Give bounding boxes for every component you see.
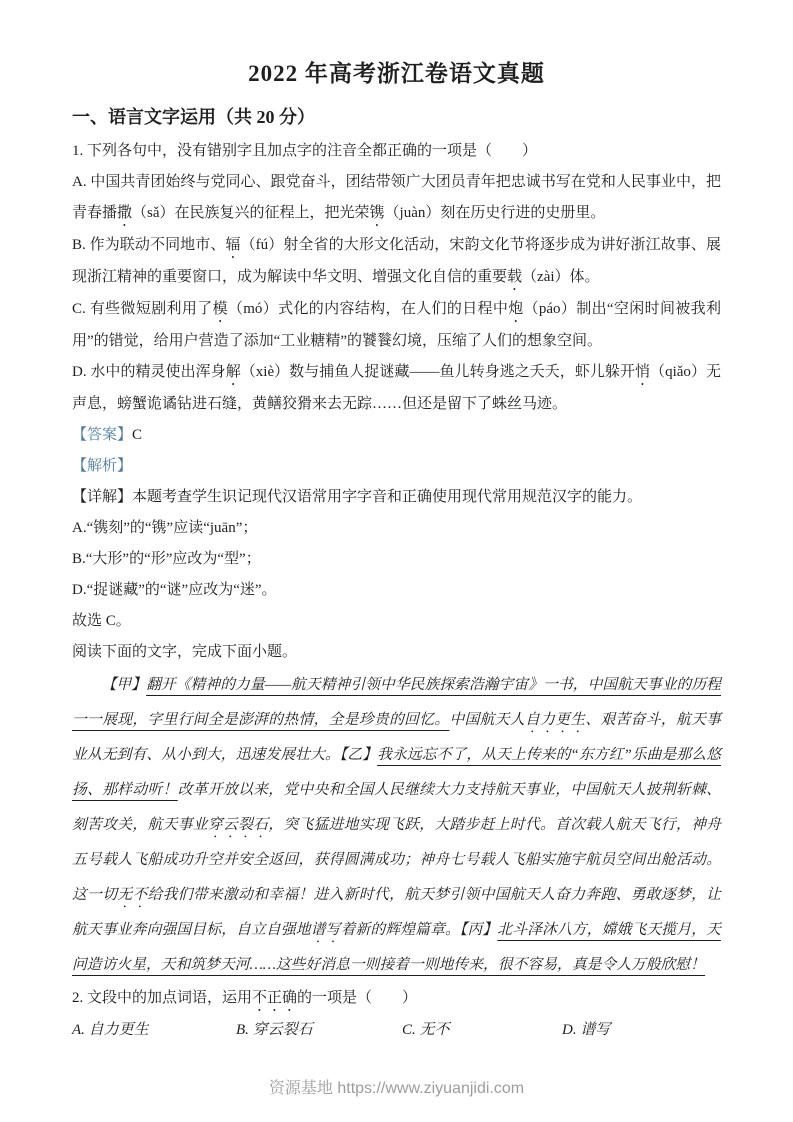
detail-item-d: D.“捉谜藏”的“谜”应改为“迷”。 xyxy=(72,582,277,598)
question-1-option-a xyxy=(72,167,721,230)
text-run: （sǎ）在民族复兴的征程上，把光荣 xyxy=(132,205,370,221)
text-run: 改革开放以来，党中央和全国人民继续大力支持航天事业，中国航天人披荆斩棘、刻苦攻关，航天事业 xyxy=(72,782,721,833)
question-1-option-c xyxy=(72,294,721,357)
question-1-option-d xyxy=(72,357,721,420)
question-2-option-c: C. 无不 xyxy=(402,1022,450,1038)
text-run: （zài）体。 xyxy=(522,269,600,285)
text-run: （xiè）数与捕鱼人捉谜藏——鱼儿转身逃之夭夭，虾儿躲开 xyxy=(240,364,635,380)
emphasized-word: 模 xyxy=(212,301,228,317)
text-run: （fú）射全省的大形文化活动，宋韵文化节将逐步成为讲好浙江故事、展现浙江精神的重要窗口，成为解读中华文明、增强文化自信的重要 xyxy=(72,237,721,285)
emphasized-word: 自力更生 xyxy=(524,712,586,728)
answer-line xyxy=(72,420,721,451)
text-run: C. 有些微短剧利用了 xyxy=(72,301,213,317)
analysis-label-line xyxy=(72,451,721,482)
question-2-options-row xyxy=(72,1015,721,1046)
reading-passage xyxy=(72,668,721,983)
answer-value: C xyxy=(132,427,143,443)
question-2-option-d: D. 谱写 xyxy=(562,1022,611,1038)
emphasized-word: 载 xyxy=(507,269,523,285)
detail-item-b: B.“大形”的“形”应改为“型”； xyxy=(72,551,261,567)
page-title: 2022 年高考浙江卷语文真题 xyxy=(248,61,545,86)
underlined-sentence: 我永远忘不了，从天上传来的“东方红”乐曲是那么悠扬、那样动听！ xyxy=(72,747,721,798)
emphasized-word: 无不 xyxy=(117,887,148,903)
question-2-option-a: A. 自力更生 xyxy=(72,1022,149,1038)
question-2-stem xyxy=(72,983,721,1015)
emphasized-word: 撒 xyxy=(117,205,133,221)
text-run: （juàn）刻在历史行进的史册里。 xyxy=(384,205,606,221)
text-run: 【乙】 xyxy=(339,747,378,763)
emphasized-word: 镌 xyxy=(369,205,385,221)
text-run: 着新的辉煌篇章。 xyxy=(340,922,460,938)
answer-label: 【答案】 xyxy=(72,427,133,443)
section-heading: 一、语言文字运用（共 20 分） xyxy=(72,107,315,127)
text-run: 【甲】 xyxy=(101,677,147,693)
emphasized-word: 不正确 xyxy=(252,990,298,1006)
emphasized-word: 辐 xyxy=(225,237,241,253)
text-run: 的一项是（ ） xyxy=(297,990,418,1006)
text-run: 【丙】 xyxy=(459,922,498,938)
text-run: 给我们带来激动和幸福！进入新时代，航天梦引领中国航天人奋力奔跑、勇敢逐梦，让航天事业奔向强国目标，自立自强地 xyxy=(72,887,721,938)
emphasized-word: 炮 xyxy=(508,301,524,317)
text-run: 2. 文段中的加点词语，运用 xyxy=(72,990,253,1006)
detail-item-a: A.“镌刻”的“镌”应读“juān”； xyxy=(72,520,258,536)
text-run: A. 中国共青团始终与党同心、跟党奋斗，团结带领广大团员青年把忠诚书写在党和人民事业中，把青春播 xyxy=(72,174,721,221)
question-1-stem: 1. 下列各句中，没有错别字且加点字的注音全都正确的一项是（ ） xyxy=(72,143,538,159)
text-run: 、艰苦奋斗，航天事业从无到有、从小到大，迅速发展壮大。 xyxy=(72,712,721,763)
question-2-option-b: B. 穿云裂石 xyxy=(236,1022,313,1038)
text-run: （páo）制出“空闲时间被我利用”的错觉，给用户营造了添加“工业糖精”的饕餮幻境，压缩了人们的想象空间。 xyxy=(72,301,721,349)
text-run: ，突飞猛进地实现飞跃，大踏步赶上时代。首次载人航天飞行，神舟五号载人飞船成功升空并安全返回，获得圆满成功；神舟七号载人飞船实施宇航员空间出舱活动。这一切 xyxy=(72,817,721,903)
underlined-sentence: 翻开《精神的力量——航天精神引领中华民族探索浩瀚宇宙》一书，中国航天事业的历程一一展现，字里行间全是澎湃的热情，全是珍贵的回忆。 xyxy=(72,677,721,728)
text-run: 中国航天人 xyxy=(449,712,525,728)
emphasized-word: 谱写 xyxy=(310,922,341,938)
footer-watermark: 资源基地 https://www.ziyuanjidi.com xyxy=(268,1080,525,1097)
text-run: B. 作为联动不同地市、 xyxy=(72,237,226,253)
emphasized-word: 穿云裂石 xyxy=(207,817,269,833)
emphasized-word: 解 xyxy=(225,364,241,380)
text-run: （qiǎo）无声息，螃蟹诡谲钻进石缝，黄鳝狡猾来去无踪……但还是留下了蛛丝马迹。 xyxy=(72,364,721,412)
underlined-sentence: 北斗泽沐八方，嫦娥飞天揽月，天问造访火星，天和筑梦天河……这些好消息一则接着一则地传来，很不容易，真是令人万般欣慰！ xyxy=(72,922,721,973)
detail-conclusion: 故选 C。 xyxy=(72,613,131,629)
passage-intro: 阅读下面的文字，完成下面小题。 xyxy=(72,644,298,660)
detail-explanation-line: 【详解】本题考查学生识记现代汉语常用字字音和正确使用现代常用规范汉字的能力。 xyxy=(72,489,643,505)
emphasized-word: 悄 xyxy=(635,364,651,380)
text-run: D. 水中的精灵使出浑身 xyxy=(72,364,226,380)
text-run: （mó）式化的内容结构，在人们的日程中 xyxy=(227,301,509,317)
question-1-option-b xyxy=(72,230,721,294)
analysis-label: 【解析】 xyxy=(72,458,133,474)
